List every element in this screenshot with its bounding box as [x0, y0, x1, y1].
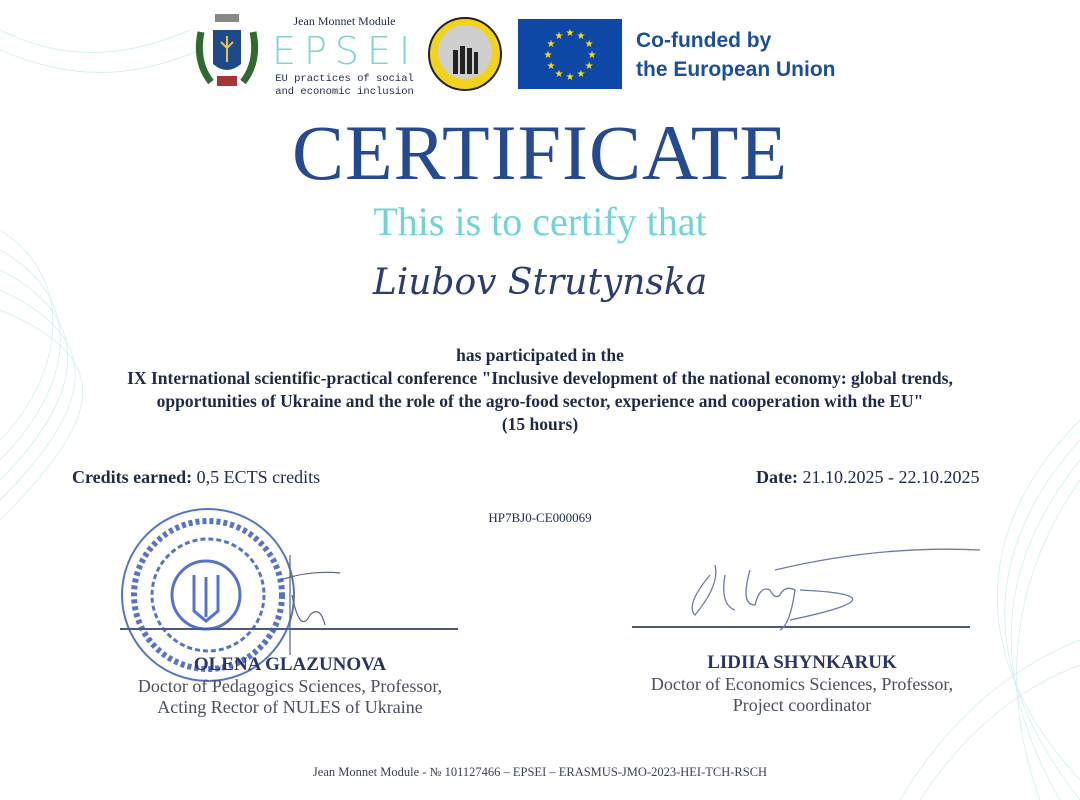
module-label: Jean Monnet Module	[293, 14, 396, 28]
eu-star-icon: ★	[554, 30, 564, 42]
conference-logo	[427, 16, 503, 92]
eu-star-icon: ★	[546, 61, 556, 72]
eu-star-icon: ★	[565, 72, 575, 83]
cofunded-line-2: the European Union	[636, 58, 836, 81]
footer-project-reference: Jean Monnet Module - № 101127466 – EPSEI – ERASMUS-JMO-2023-HEI-TCH-RSCH	[312, 765, 768, 779]
epsei-module-logo	[272, 14, 417, 99]
module-subtitle-2: and economic inclusion	[275, 86, 414, 98]
participation-text	[0, 344, 1080, 436]
eu-star-icon: ★	[546, 39, 556, 50]
eu-star-icon: ★	[584, 39, 594, 50]
eu-star-icon: ★	[576, 69, 586, 81]
event-line-1: IX International scientific-practical conference "Inclusive development of the national economy: global trends,	[127, 368, 953, 388]
certificate-title: CERTIFICATE	[292, 109, 788, 196]
signatory-2-role-1: Doctor of Economics Sciences, Professor,	[650, 674, 954, 694]
signature-2	[680, 545, 980, 635]
date-label: Date:	[756, 467, 798, 487]
university-crest-logo	[193, 12, 261, 92]
signatory-2-role-2: Project coordinator	[732, 695, 872, 715]
credits-label: Credits earned:	[72, 467, 193, 487]
signatory-2-name: LIDIIA SHYNKARUK	[707, 652, 897, 673]
certificate-code: HP7BJ0-CE000069	[488, 510, 592, 525]
module-acronym: EPSEI	[272, 29, 419, 73]
eu-flag-icon	[518, 19, 622, 89]
signatory-1-name: OLENA GLAZUNOVA	[193, 654, 387, 675]
recipient-name: Liubov Strutynska	[372, 262, 708, 303]
certify-subtitle: This is to certify that	[373, 199, 707, 244]
signatory-1	[100, 654, 480, 718]
date-range	[756, 467, 979, 488]
eu-star-icon: ★	[554, 69, 564, 81]
event-line-2: opportunities of Ukraine and the role of the agro-food sector, experience and cooperation with the EU"	[156, 391, 924, 411]
eu-star-icon: ★	[543, 50, 553, 61]
signatory-1-role-1: Doctor of Pedagogics Sciences, Professor,	[137, 676, 443, 696]
credits-earned	[72, 467, 320, 488]
eu-star-icon: ★	[587, 50, 597, 61]
signatory-1-role-2: Acting Rector of NULES of Ukraine	[157, 697, 423, 717]
event-hours: (15 hours)	[501, 414, 579, 434]
module-subtitle-1: EU practices of social	[275, 73, 414, 85]
cofunded-line-1: Co-funded by	[636, 29, 772, 52]
date-value: 21.10.2025 - 22.10.2025	[802, 467, 980, 487]
signatory-2	[612, 652, 992, 716]
participated-line: has participated in the	[456, 345, 624, 365]
eu-star-icon: ★	[576, 30, 586, 42]
cofunded-text	[636, 26, 836, 84]
credits-value: 0,5 ECTS credits	[196, 467, 321, 487]
eu-star-icon: ★	[584, 61, 594, 72]
eu-star-icon: ★	[565, 28, 575, 39]
